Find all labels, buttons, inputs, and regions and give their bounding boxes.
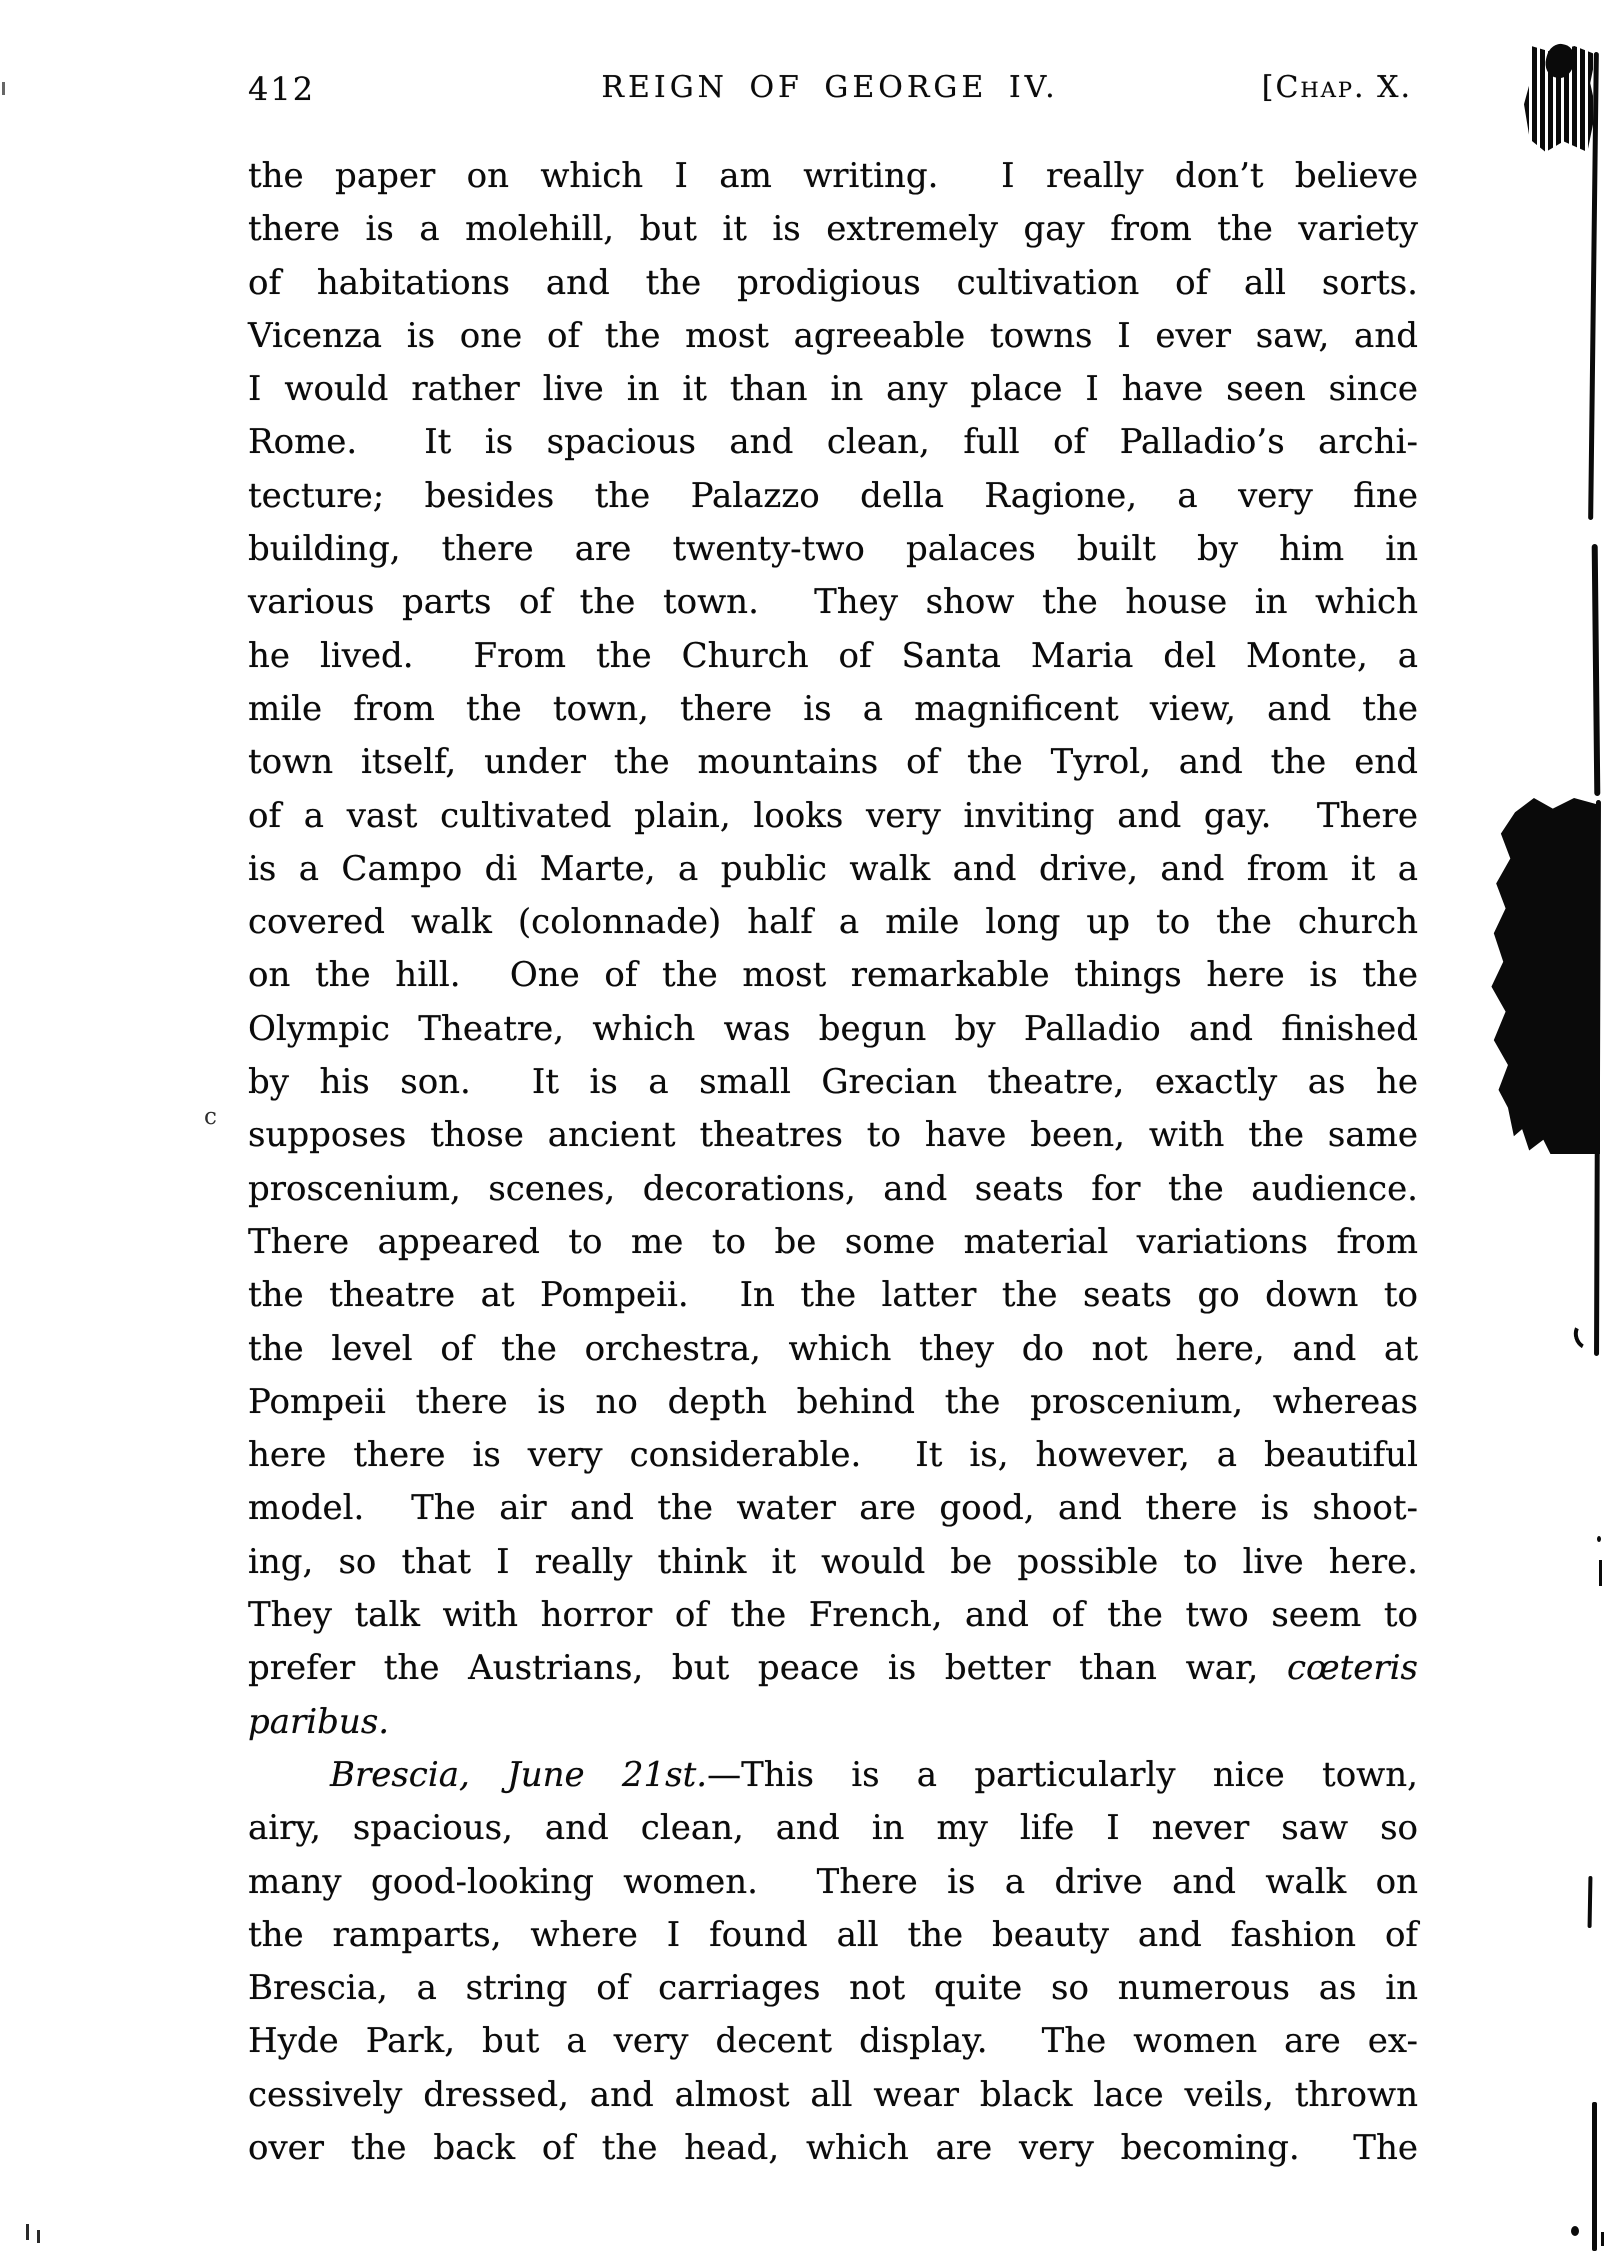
edge-tick-bottom-right: [1601, 2232, 1604, 2246]
text-line: [248, 416, 1418, 469]
text-line: [248, 1429, 1418, 1482]
text-run: of a vast cultivated plain, looks very inviting and gay. There: [248, 795, 1418, 836]
text-run: building, there are twenty-two palaces built by him in: [248, 529, 1418, 570]
text-line: [248, 736, 1418, 789]
text-run: tecture; besides the Palazzo della Ragione, a very fine: [248, 475, 1418, 516]
text-run: Rome. It is spacious and clean, full of Palladio’s archi-: [248, 422, 1418, 463]
italic-text-run: paribus.: [248, 1701, 390, 1742]
text-line: [248, 1216, 1418, 1269]
text-run: proscenium, scenes, decorations, and seats for the audience.: [248, 1168, 1418, 1209]
text-run: Pompeii there is no depth behind the proscenium, whereas: [248, 1381, 1418, 1422]
text-line: [248, 2015, 1418, 2068]
text-run: mile from the town, there is a magnificent view, and the: [248, 688, 1418, 729]
text-line: [248, 949, 1418, 1002]
text-line: [248, 1856, 1418, 1909]
text-line: [248, 310, 1418, 363]
edge-tick-right-mid: [1599, 1560, 1602, 1586]
text-run: prefer the Austrians, but peace is better than war,: [248, 1648, 1287, 1689]
text-run: There appeared to me to be some material variations from: [248, 1221, 1418, 1262]
page-edge-line-blot: [1594, 800, 1601, 1356]
text-line: [248, 1696, 1418, 1749]
text-run: cessively dressed, and almost all wear black lace veils, thrown: [248, 2074, 1418, 2115]
text-line: [248, 1269, 1418, 1322]
edge-tick-top-left: [2, 82, 5, 95]
text-line: [248, 257, 1418, 310]
text-run: various parts of the town. They show the house in which: [248, 582, 1418, 623]
text-run: supposes those ancient theatres to have been, with the same: [248, 1115, 1418, 1156]
text-line: [248, 150, 1418, 203]
text-line: [248, 203, 1418, 256]
text-line: [248, 1909, 1418, 1962]
text-line: [248, 470, 1418, 523]
text-line: [248, 683, 1418, 736]
text-run: They talk with horror of the French, and of the two seem to: [248, 1595, 1418, 1636]
margin-note: c: [204, 1104, 217, 1130]
speck-right-mid: [1597, 1536, 1601, 1542]
italic-text-run: cœteris: [1286, 1648, 1418, 1689]
text-run: the theatre at Pompeii. In the latter the seats go down to: [248, 1275, 1418, 1316]
text-run: model. The air and the water are good, and there is shoot-: [248, 1488, 1418, 1529]
text-line: [248, 1056, 1418, 1109]
speck-bottom-right: [1571, 2226, 1579, 2236]
text-run: Olympic Theatre, which was begun by Palladio and finished: [248, 1008, 1418, 1049]
text-run: Brescia, a string of carriages not quite so numerous as in: [248, 1968, 1418, 2009]
page-header: [248, 70, 1412, 116]
text-run: covered walk (colonnade) half a mile long up to the church: [248, 902, 1418, 943]
edge-tick-bottom-left-2: [37, 2230, 40, 2243]
text-line: [248, 1482, 1418, 1535]
page-edge-line-bottom: [1592, 2102, 1597, 2251]
text-line: [248, 1802, 1418, 1855]
text-run: by his son. It is a small Grecian theatre, exactly as he: [248, 1062, 1418, 1103]
text-line: [248, 1749, 1418, 1802]
text-line: [248, 1642, 1418, 1695]
text-line: [248, 2069, 1418, 2122]
edge-tick-bottom-left-1: [26, 2224, 29, 2240]
text-run: I would rather live in it than in any place I have seen since: [248, 369, 1418, 410]
text-run: Vicenza is one of the most agreeable towns I ever saw, and: [248, 315, 1418, 356]
text-run: the ramparts, where I found all the beauty and fashion of: [248, 1914, 1418, 1955]
text-line: [248, 1589, 1418, 1642]
text-line: [248, 1323, 1418, 1376]
text-line: [248, 576, 1418, 629]
text-line: [248, 1962, 1418, 2015]
text-line: [248, 790, 1418, 843]
body-text: [248, 150, 1418, 2175]
text-line: [248, 1003, 1418, 1056]
text-run: the level of the orchestra, which they do not here, and at: [248, 1328, 1418, 1369]
text-run: the paper on which I am writing. I really don’t believe: [248, 156, 1418, 196]
text-line: [248, 363, 1418, 416]
text-run: ing, so that I really think it would be possible to live here.: [248, 1541, 1418, 1582]
ink-blot-right: [1482, 798, 1600, 1154]
text-run: over the back of the head, which are very becoming. The: [248, 2127, 1418, 2168]
text-line: [248, 1163, 1418, 1216]
page-edge-line-mid: [1592, 544, 1601, 796]
text-run: Hyde Park, but a very decent display. The women are ex-: [248, 2021, 1418, 2062]
text-run: he lived. From the Church of Santa Maria del Monte, a: [248, 635, 1418, 676]
text-run: on the hill. One of the most remarkable things here is the: [248, 955, 1418, 996]
page-number: 412: [248, 70, 316, 108]
text-line: [248, 630, 1418, 683]
chapter-marker: [Chap. X.: [1261, 70, 1412, 105]
text-run: airy, spacious, and clean, and in my life I never saw so: [248, 1808, 1418, 1849]
text-line: [248, 1536, 1418, 1589]
text-run: there is a molehill, but it is extremely gay from the variety: [248, 209, 1418, 250]
text-run: of habitations and the prodigious cultivation of all sorts.: [248, 262, 1418, 303]
text-line: [248, 1376, 1418, 1429]
text-line: [248, 843, 1418, 896]
text-run: many good-looking women. There is a drive and walk on: [248, 1861, 1418, 1902]
text-line: [248, 2122, 1418, 2175]
page-edge-line-low: [1588, 1876, 1593, 1928]
text-run: here there is very considerable. It is, however, a beautiful: [248, 1435, 1418, 1476]
text-run: —This is a particularly nice town,: [707, 1754, 1418, 1795]
text-line: [248, 523, 1418, 576]
running-title: REIGN OF GEORGE IV.: [601, 70, 1059, 105]
italic-text-run: Brescia, June 21st.: [330, 1754, 708, 1795]
text-run: is a Campo di Marte, a public walk and drive, and from it a: [248, 848, 1418, 889]
text-run: town itself, under the mountains of the Tyrol, and the end: [248, 742, 1418, 783]
text-line: [248, 896, 1418, 949]
text-line: [248, 1109, 1418, 1162]
